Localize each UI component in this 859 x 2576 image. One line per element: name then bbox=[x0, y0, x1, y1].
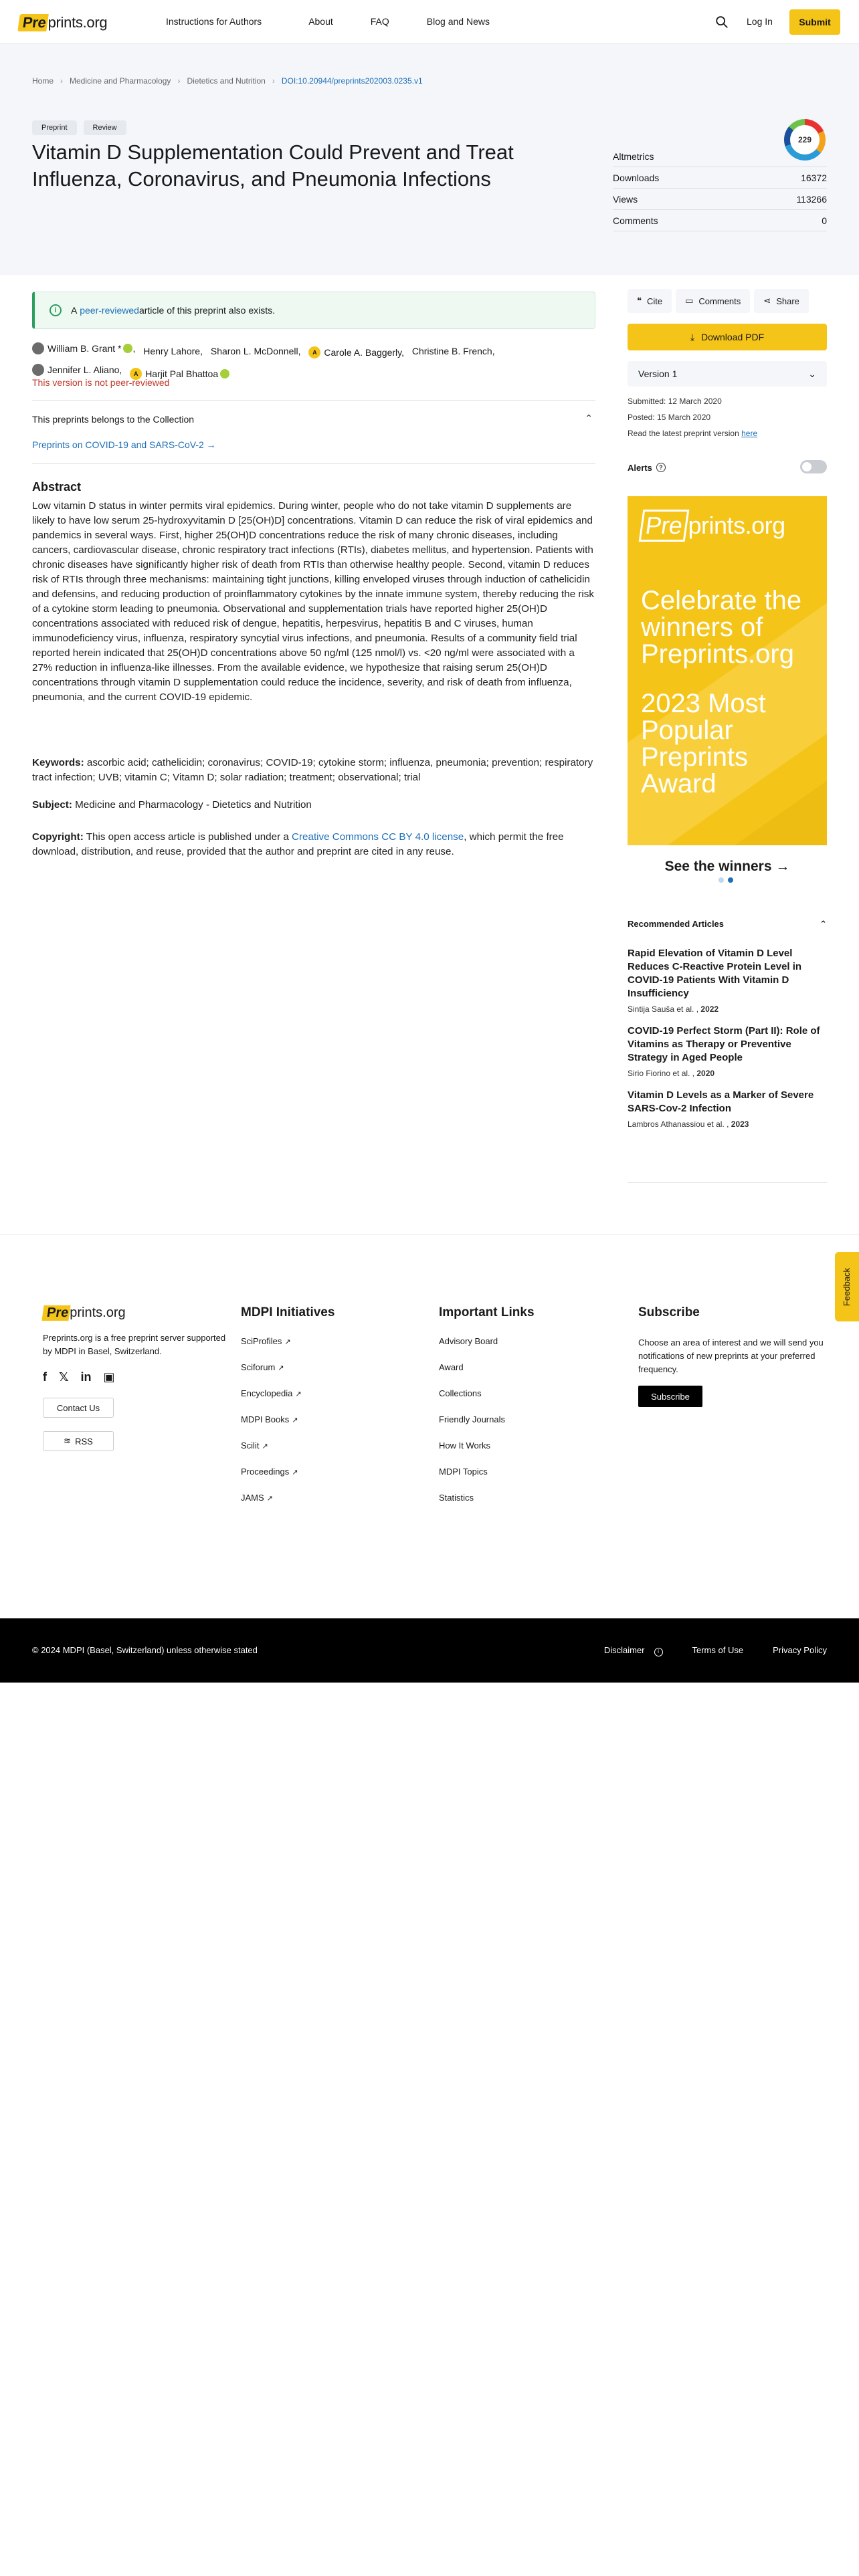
recommended-heading: Recommended Articles bbox=[628, 919, 725, 929]
footer-link[interactable] bbox=[241, 1388, 335, 1398]
footer-link[interactable] bbox=[241, 1362, 335, 1372]
recommended-year: 2022 bbox=[700, 1004, 719, 1014]
carousel-dots bbox=[719, 877, 733, 883]
keywords bbox=[32, 756, 595, 785]
footer-link-label: Encyclopedia bbox=[241, 1388, 293, 1398]
help-icon[interactable]: ? bbox=[656, 463, 666, 472]
author-name: Carole A. Baggerly, bbox=[324, 347, 404, 358]
footer-col-heading: MDPI Initiatives bbox=[241, 1305, 335, 1319]
footer-link-label: Scilit bbox=[241, 1440, 260, 1451]
footer-link[interactable]: Award bbox=[439, 1362, 464, 1372]
footer-col-heading: Subscribe bbox=[638, 1305, 700, 1319]
chevron-up-icon[interactable]: ⌃ bbox=[585, 413, 593, 423]
footer-link[interactable] bbox=[241, 1493, 335, 1503]
subscribe-description: Choose an area of interest and we will send you notifications of new preprints at your preferred frequency. bbox=[638, 1337, 824, 1374]
metric-downloads bbox=[613, 167, 827, 189]
altmetric-score: 229 bbox=[790, 125, 820, 154]
submitted-date: Submitted: 12 March 2020 bbox=[628, 397, 722, 406]
footer-bottom-bar bbox=[0, 1618, 859, 1683]
footer-initiatives bbox=[241, 1305, 335, 1519]
external-link-icon: ↗ bbox=[262, 1442, 268, 1451]
copyright-label: Copyright: bbox=[32, 831, 84, 843]
banner-headline: Celebrate the winners of Preprints.org bbox=[641, 586, 802, 669]
external-link-icon: ↗ bbox=[266, 1495, 273, 1503]
recommended-title[interactable]: Rapid Elevation of Vitamin D Level Reduces C-Reactive Protein Level in COVID-19 Patients With Vitamin D Insufficiency bbox=[628, 948, 802, 999]
nav-instructions[interactable]: Instructions for Authors bbox=[166, 16, 262, 27]
chevron-up-icon: ⌃ bbox=[820, 919, 827, 929]
share-label: Share bbox=[776, 296, 799, 306]
subject bbox=[32, 799, 312, 811]
footer-link-label: MDPI Books bbox=[241, 1414, 290, 1424]
footer-logo[interactable] bbox=[43, 1305, 230, 1321]
share-icon: ⋖ bbox=[763, 296, 771, 306]
alerts-label: Alerts bbox=[628, 462, 652, 473]
breadcrumb-dietetics[interactable]: Dietetics and Nutrition bbox=[187, 76, 266, 86]
download-icon: ⤓ bbox=[690, 331, 695, 342]
footer-link[interactable]: Advisory Board bbox=[439, 1336, 498, 1346]
not-peer-reviewed-label: This version is not peer-reviewed bbox=[32, 377, 170, 388]
metric-comments bbox=[613, 210, 827, 231]
rss-button[interactable] bbox=[43, 1431, 114, 1451]
nav-blog[interactable]: Blog and News bbox=[426, 16, 490, 27]
copyright-notice bbox=[32, 830, 595, 859]
footer-description: Preprints.org is a free preprint server supported by MDPI in Basel, Switzerland. bbox=[43, 1333, 226, 1356]
carousel-dot[interactable] bbox=[719, 877, 724, 883]
breadcrumb bbox=[32, 76, 423, 86]
logo-pre: Pre bbox=[17, 14, 48, 31]
search-icon[interactable] bbox=[714, 15, 729, 29]
contact-us-button[interactable]: Contact Us bbox=[43, 1398, 114, 1418]
author[interactable] bbox=[32, 361, 122, 379]
recommended-year: 2023 bbox=[731, 1119, 749, 1129]
license-link[interactable]: Creative Commons CC BY 4.0 license bbox=[292, 831, 464, 843]
article-metrics bbox=[613, 146, 827, 231]
logo-rest: prints.org bbox=[47, 14, 108, 31]
footer-logo-pre: Pre bbox=[41, 1305, 70, 1321]
metric-value: 16372 bbox=[801, 172, 827, 183]
linkedin-icon[interactable]: in bbox=[80, 1370, 92, 1384]
chevron-right-icon: › bbox=[60, 76, 64, 86]
notice-suffix: article of this preprint also exists. bbox=[138, 305, 276, 316]
tag-review: Review bbox=[84, 120, 126, 135]
subscribe-button[interactable]: Subscribe bbox=[638, 1386, 702, 1407]
cite-label: Cite bbox=[647, 296, 663, 306]
external-link-icon: ↗ bbox=[278, 1364, 284, 1372]
tag-preprint: Preprint bbox=[32, 120, 77, 135]
recommended-meta bbox=[628, 1069, 827, 1078]
latest-version-text: Read the latest preprint version bbox=[628, 429, 742, 438]
notice-prefix: A bbox=[71, 305, 78, 316]
footer-link-list bbox=[241, 1336, 335, 1503]
keywords-list: ascorbic acid; cathelicidin; coronavirus; COVID-19; cytokine storm; influenza, pneumonia; prevention; respiratory tract infection; UVB; vitamin C; Vitamn D; solar radiation; treatment; observational; trial bbox=[32, 757, 593, 783]
footer-link[interactable]: Collections bbox=[439, 1388, 482, 1398]
footer-link[interactable] bbox=[241, 1336, 335, 1346]
share-button[interactable] bbox=[754, 289, 809, 313]
award-banner[interactable] bbox=[628, 496, 827, 845]
banner-logo-rest: prints.org bbox=[688, 512, 785, 539]
footer-col-heading: Important Links bbox=[439, 1305, 535, 1319]
breadcrumb-doi[interactable]: DOI:10.20944/preprints202003.0235.v1 bbox=[281, 76, 423, 86]
subject-label: Subject: bbox=[32, 799, 72, 811]
author[interactable] bbox=[143, 342, 203, 360]
footer-link[interactable] bbox=[241, 1467, 335, 1477]
recommended-authors: Sintija Sauša et al. , bbox=[628, 1004, 701, 1014]
recommended-authors: Lambros Athanassiou et al. , bbox=[628, 1119, 731, 1129]
carousel-dot-active[interactable] bbox=[728, 877, 733, 883]
subject-value: Medicine and Pharmacology - Dietetics and Nutrition bbox=[72, 799, 312, 811]
latest-version-note bbox=[628, 425, 757, 441]
author[interactable] bbox=[308, 344, 404, 361]
footer-about bbox=[43, 1305, 230, 1451]
author-name: Henry Lahore, bbox=[143, 346, 203, 356]
metric-label: Views bbox=[613, 193, 638, 205]
recommended-meta bbox=[628, 1119, 827, 1129]
latest-version-link[interactable]: here bbox=[741, 429, 758, 438]
alerts-toggle[interactable] bbox=[800, 460, 827, 473]
external-link-icon: ↗ bbox=[284, 1338, 291, 1346]
article-actions bbox=[613, 289, 809, 313]
metric-altmetrics bbox=[613, 146, 827, 167]
metric-value: 113266 bbox=[796, 193, 827, 205]
author-name: William B. Grant * bbox=[47, 343, 122, 354]
banner-subheadline: 2023 Most Popular Preprints Award bbox=[641, 689, 766, 798]
metric-value: 0 bbox=[822, 215, 827, 226]
recommended-meta bbox=[628, 1004, 827, 1014]
download-pdf-button[interactable] bbox=[628, 324, 827, 350]
abstract-heading: Abstract bbox=[32, 480, 82, 494]
metric-label: Downloads bbox=[613, 172, 660, 183]
chevron-right-icon: › bbox=[177, 76, 181, 86]
disclaimer-link[interactable] bbox=[604, 1645, 663, 1656]
info-icon: i bbox=[50, 304, 62, 316]
nav-faq[interactable]: FAQ bbox=[370, 16, 389, 27]
recommended-item[interactable] bbox=[628, 1025, 827, 1078]
footer-link[interactable]: How It Works bbox=[439, 1440, 491, 1451]
keywords-label: Keywords: bbox=[32, 757, 84, 768]
author[interactable] bbox=[211, 342, 301, 360]
rss-label: RSS bbox=[75, 1436, 93, 1446]
article-tags bbox=[32, 120, 126, 135]
version-select[interactable] bbox=[628, 361, 827, 387]
peer-reviewed-notice bbox=[32, 292, 595, 329]
avatar: A bbox=[130, 368, 142, 380]
footer-copyright: © 2024 MDPI (Basel, Switzerland) unless otherwise stated bbox=[32, 1645, 258, 1655]
collection-heading[interactable]: This preprints belongs to the Collection bbox=[32, 414, 195, 425]
chevron-right-icon: › bbox=[272, 76, 275, 86]
comment-icon: ▭ bbox=[685, 296, 694, 306]
author-name: Harjit Pal Bhattoa bbox=[145, 368, 219, 379]
footer-link-label: SciProfiles bbox=[241, 1336, 282, 1346]
recommended-title[interactable]: COVID-19 Perfect Storm (Part II): Role of Vitamins as Therapy or Preventive Strategy in Aged People bbox=[628, 1025, 820, 1063]
info-icon: i bbox=[654, 1648, 663, 1656]
version-label: Version 1 bbox=[638, 368, 678, 379]
copyright-text: , which permit the free download, distribution, and reuse, provided that the author and preprint are cited in any reuse. bbox=[32, 831, 564, 857]
footer-link-label: JAMS bbox=[241, 1493, 264, 1503]
external-link-icon: ↗ bbox=[295, 1390, 302, 1398]
posted-date: Posted: 15 March 2020 bbox=[628, 413, 711, 422]
footer-link[interactable]: MDPI Topics bbox=[439, 1467, 488, 1477]
alerts-row bbox=[628, 460, 827, 475]
terms-link[interactable]: Terms of Use bbox=[692, 1645, 744, 1655]
external-link-icon: ↗ bbox=[292, 1416, 298, 1424]
banner-logo-pre: Pre bbox=[639, 510, 689, 542]
footer-logo-rest: prints.org bbox=[70, 1305, 126, 1320]
footer-link-label: Proceedings bbox=[241, 1467, 290, 1477]
cite-button[interactable] bbox=[628, 289, 672, 313]
metric-label: Altmetrics bbox=[613, 150, 654, 162]
submit-button[interactable]: Submit bbox=[789, 9, 840, 35]
see-winners-link[interactable]: See the winners → bbox=[664, 859, 790, 874]
recommended-year: 2020 bbox=[696, 1069, 715, 1078]
privacy-link[interactable]: Privacy Policy bbox=[773, 1645, 827, 1655]
feedback-tab[interactable] bbox=[835, 1252, 859, 1321]
author[interactable]: William B. Grant * , bbox=[32, 340, 135, 357]
recommended-item[interactable] bbox=[628, 1089, 827, 1129]
breadcrumb-home[interactable]: Home bbox=[32, 76, 54, 86]
article-dates bbox=[628, 393, 757, 441]
recommended-list bbox=[628, 947, 827, 1140]
comments-label: Comments bbox=[698, 296, 741, 306]
peer-reviewed-link[interactable]: peer-reviewed bbox=[80, 305, 139, 316]
author-name: Christine B. French, bbox=[411, 346, 495, 356]
footer-subscribe bbox=[638, 1305, 826, 1407]
divider bbox=[628, 1182, 827, 1183]
author[interactable] bbox=[412, 342, 495, 360]
recommended-title[interactable]: Vitamin D Levels as a Marker of Severe SARS-Cov-2 Infection bbox=[628, 1089, 814, 1114]
rss-icon: ≋ bbox=[64, 1436, 72, 1446]
comments-button[interactable] bbox=[676, 289, 750, 313]
x-icon[interactable]: 𝕏 bbox=[59, 1370, 69, 1384]
collection-panel bbox=[32, 400, 595, 464]
site-logo[interactable] bbox=[19, 13, 107, 32]
orcid-icon[interactable] bbox=[123, 344, 132, 353]
banner-logo bbox=[641, 510, 785, 542]
quote-icon: ❝ bbox=[637, 296, 642, 306]
article-title: Vitamin D Supplementation Could Prevent and Treat Influenza, Coronavirus, and Pneumonia Infections bbox=[32, 140, 514, 191]
chevron-down-icon: ⌄ bbox=[808, 368, 816, 379]
facebook-icon[interactable]: f bbox=[43, 1370, 47, 1384]
footer-link[interactable] bbox=[241, 1440, 335, 1451]
footer-important-links bbox=[439, 1305, 535, 1519]
top-navbar bbox=[0, 0, 859, 44]
recommended-authors: Sirio Fiorino et al. , bbox=[628, 1069, 697, 1078]
author-name: Sharon L. McDonnell, bbox=[210, 346, 301, 356]
collection-link[interactable]: Preprints on COVID-19 and SARS-CoV-2 → bbox=[32, 439, 216, 450]
feedback-label: Feedback bbox=[842, 1267, 852, 1306]
footer-link-label: Sciforum bbox=[241, 1362, 276, 1372]
footer-legal-links bbox=[604, 1645, 827, 1656]
recommended-item[interactable] bbox=[628, 947, 827, 1014]
login-link[interactable]: Log In bbox=[747, 16, 773, 27]
abstract-text: Low vitamin D status in winter permits viral epidemics. During winter, people who do not take vitamin D supplements are likely to have low serum 25-hydroxyvitamin D [25(OH)D] concentrations. Vitamin D can reduce the risk of viral epidemics and pandemics in several ways. First, higher 25(OH)D concentrations reduce the risk of many chronic diseases, including cancers, cardiovascular disease, chronic respiratory tract infections (RTIs), diabetes mellitus, and hypertension. Patients with chronic diseases have significantly higher risk of death from RTIs than otherwise healthy people. Second, vitamin D reduces risk of RTIs through three mechanisms: maintaining tight junctions, killing enveloped viruses through induction of cathelicidin and defensins, and reducing production of proinflammatory cytokines by the innate immune system, thereby reducing the risk of a cytokine storm leading to pneumonia. Observational and supplementation trials have reported higher 25(OH)D concentrations associated with reduced risk of dengue, hepatitis, herpesvirus, hepatitis B and C viruses, human immunodeficiency virus, influenza, respiratory syncytial virus infections, and pneumonia. Results of a community field trial reported herein indicated that 25(OH)D concentrations above 50 ng/ml (125 nmol/l) vs. <20 ng/ml were associated with a 27% reduction in influenza-like illnesses. From the available evidence, we hypothesize that raising serum 25(OH)D concentrations through vitamin D supplementation could reduce the incidence, severity, and risk of death from influenza, pneumonia, and the current COVID-19 epidemic. bbox=[32, 500, 594, 703]
avatar bbox=[32, 342, 44, 354]
footer-link-list bbox=[439, 1336, 535, 1503]
breadcrumb-medicine[interactable]: Medicine and Pharmacology bbox=[70, 76, 171, 86]
footer-link[interactable]: Statistics bbox=[439, 1493, 474, 1503]
recommended-header[interactable] bbox=[628, 919, 827, 930]
footer-link[interactable]: Friendly Journals bbox=[439, 1414, 505, 1424]
github-icon[interactable]: ▣ bbox=[103, 1370, 115, 1384]
copyright-text: This open access article is published under a bbox=[83, 831, 292, 843]
author-list bbox=[32, 340, 595, 383]
footer-link[interactable] bbox=[241, 1414, 335, 1424]
nav-about[interactable]: About bbox=[308, 16, 333, 27]
orcid-icon[interactable] bbox=[220, 369, 229, 379]
external-link-icon: ↗ bbox=[292, 1469, 298, 1477]
avatar: A bbox=[308, 346, 320, 358]
metric-views bbox=[613, 189, 827, 210]
main-nav bbox=[166, 16, 527, 27]
download-label: Download PDF bbox=[701, 332, 765, 342]
metric-label: Comments bbox=[613, 215, 658, 226]
avatar bbox=[32, 364, 44, 376]
social-links bbox=[43, 1370, 230, 1384]
disclaimer-label: Disclaimer bbox=[603, 1645, 645, 1655]
author-name: Jennifer L. Aliano, bbox=[47, 364, 122, 375]
